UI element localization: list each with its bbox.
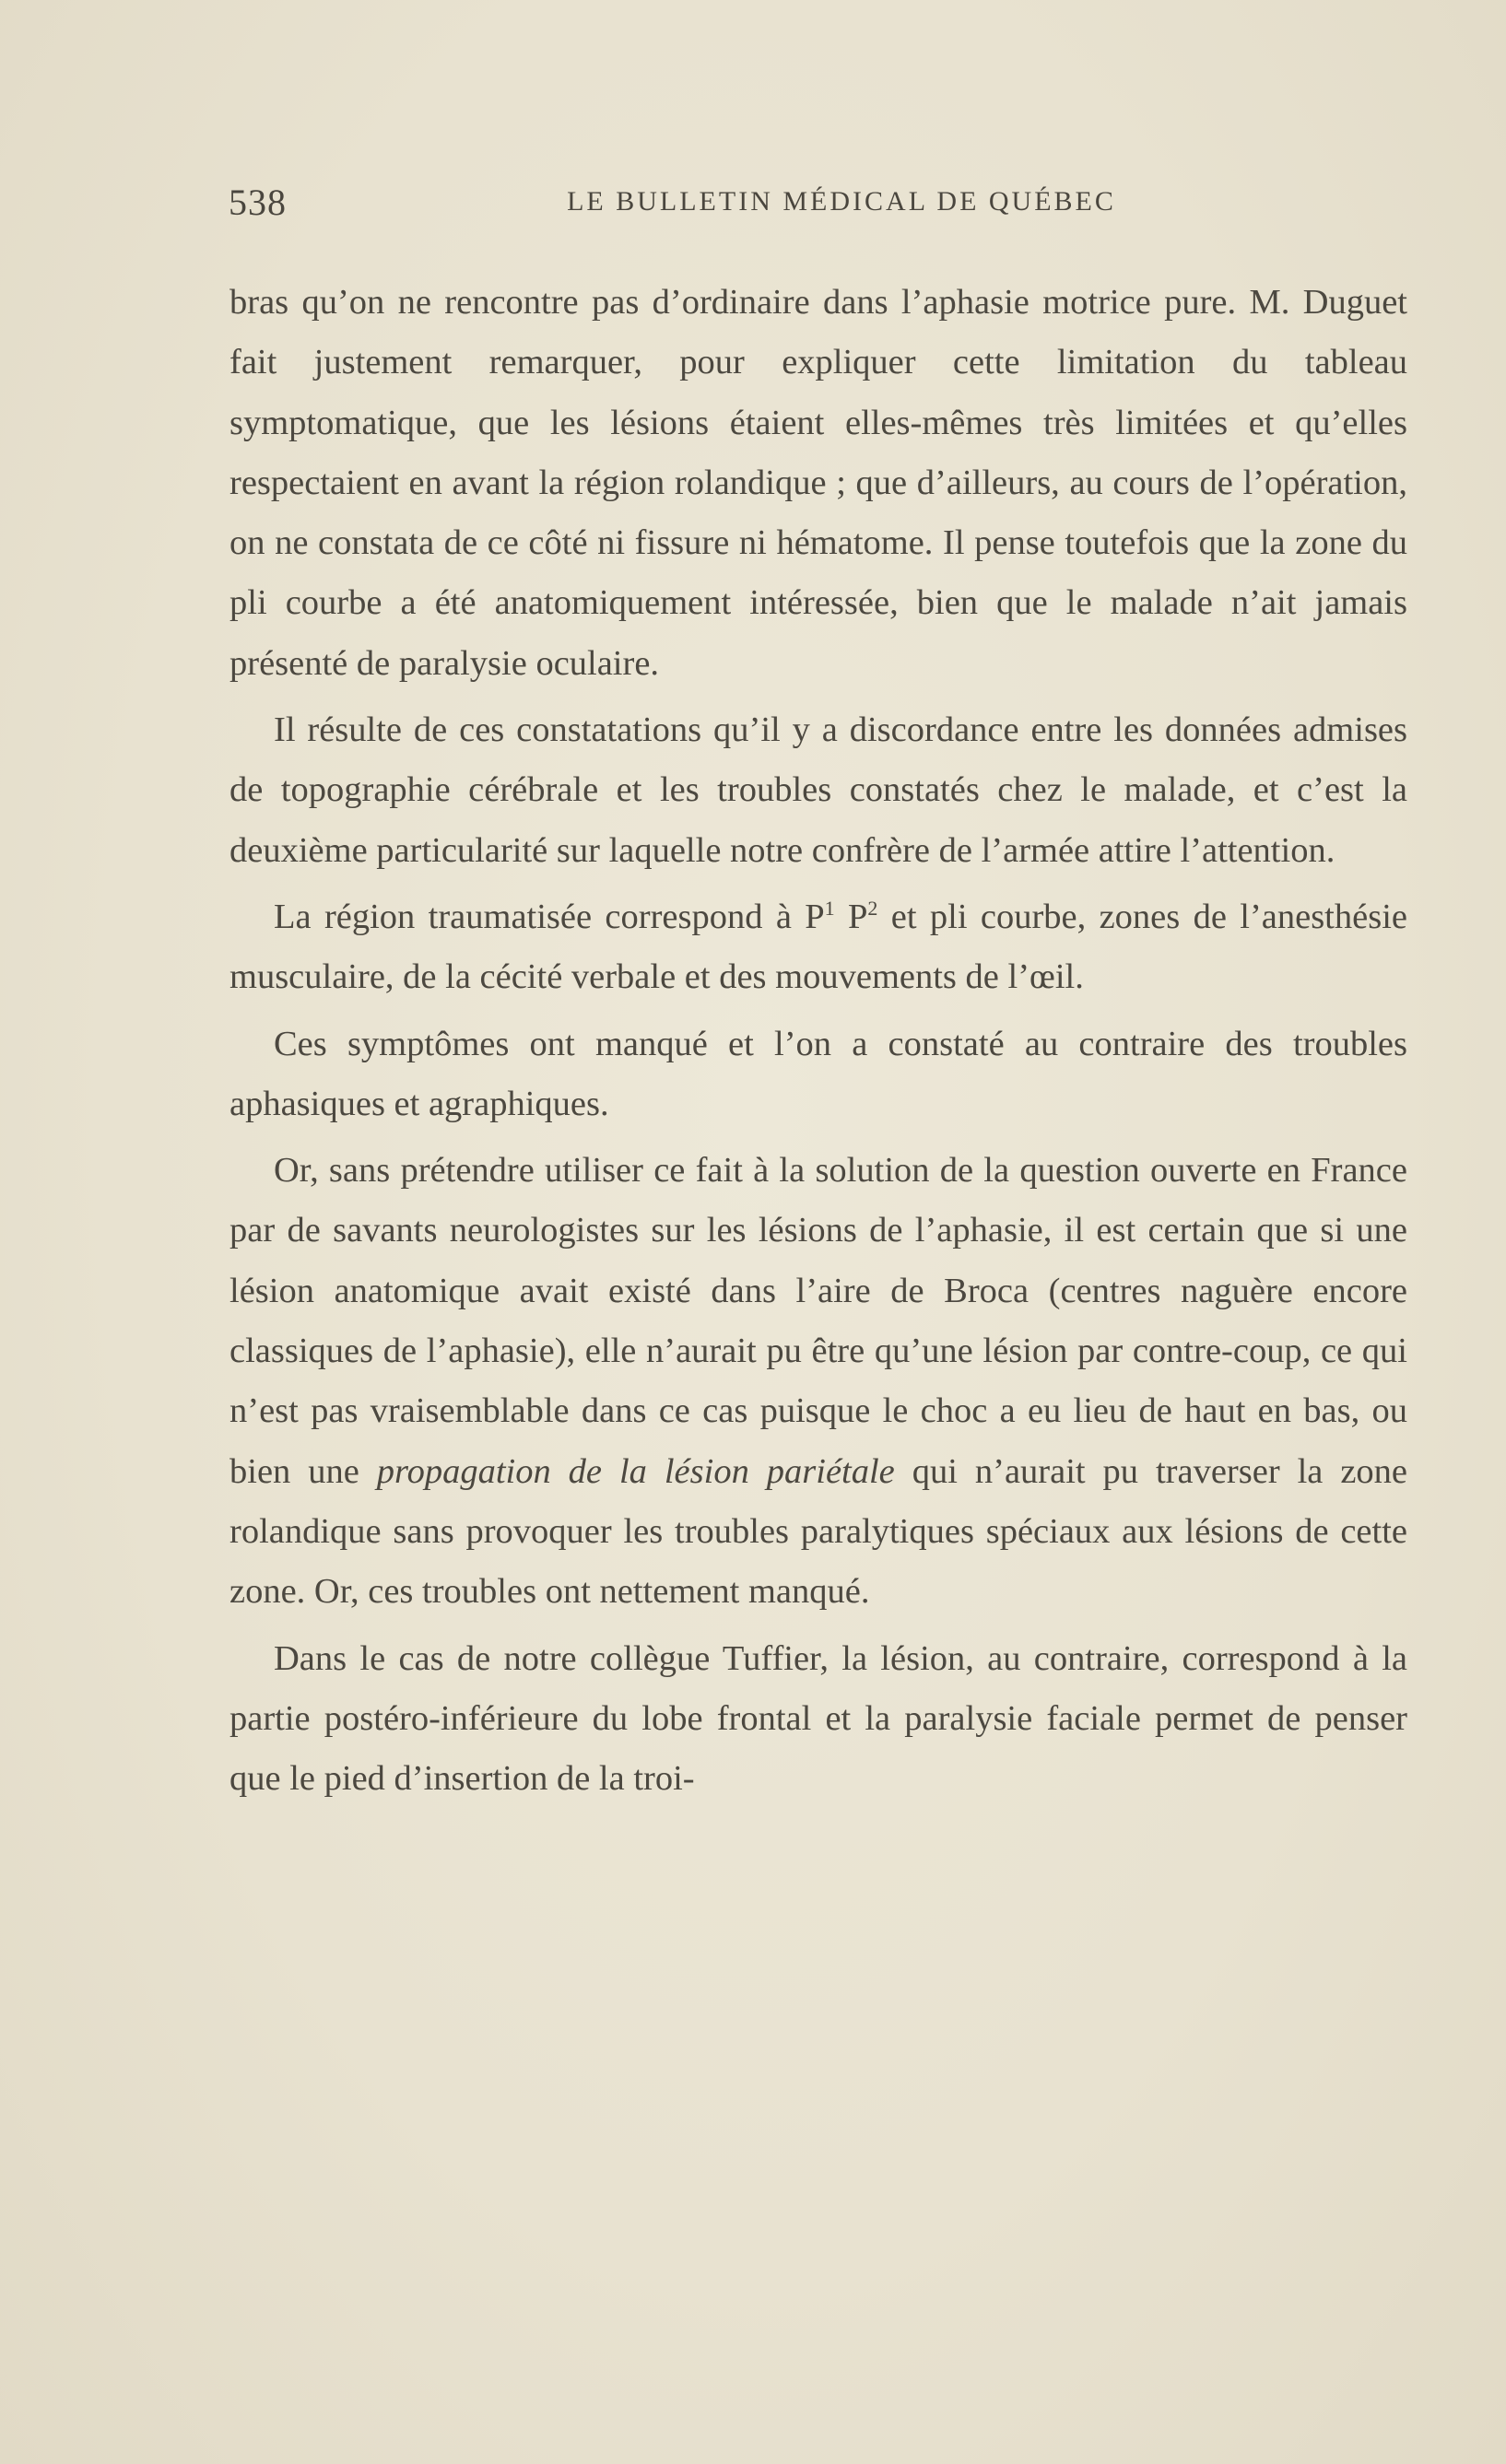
paragraph-1: bras qu’on ne rencontre pas d’ordinaire dans l’aphasie motrice pure. M. Duguet fait justement remarquer, pour expliquer cette limitation du tableau symptomatique, que les lésions étaient elles-mêmes très limitées et qu’elles respectaient en avant la région rolandique ; que d’ailleurs, au cours de l’opération, on ne constata de ce côté ni fissure ni hématome. Il pense toutefois que la zone du pli courbe a été anatomiquement intéressée, bien que le malade n’ait jamais présenté de paralysie oculaire. — [229, 283, 1407, 683]
paragraph-3 — [229, 887, 1407, 1008]
paragraph-5-part-1: Or, sans prétendre utiliser ce fait à la solution de la question ouverte en France par de savants neurologistes sur les lésions de l’aphasie, il est certain que si une lésion anatomique avait existé dans l’aire de Broca (centres naguère encore classiques de l’aphasie), elle n’aurait pu être qu’une lésion par contre-coup, ce qui n’est pas vraisemblable dans ce cas puisque le choc a eu lieu de haut en bas, ou bien une — [229, 1151, 1407, 1491]
superscript-2: 2 — [867, 897, 878, 921]
body-text — [229, 273, 1407, 1809]
paragraph-3-part-2: P — [834, 897, 868, 936]
page-number: 538 — [229, 182, 287, 223]
paragraph-3-part-1: La région traumatisée correspond à P — [274, 897, 825, 936]
page-header — [229, 181, 1408, 227]
paragraph-5 — [229, 1141, 1407, 1622]
running-title: LE BULLETIN MÉDICAL DE QUÉBEC — [567, 186, 1116, 217]
superscript-1: 1 — [824, 897, 835, 921]
paragraph-5-part-2: qui n’aurait pu traverser la zone rolandique sans provoquer les troubles paralytiques spéciaux aux lésions de cette zone. Or, ces troubles ont nettement manqué. — [229, 1451, 1408, 1612]
paragraph-4: Ces symptômes ont manqué et l’on a constaté au contraire des troubles aphasiques et agraphiques. — [229, 1024, 1407, 1123]
paragraph-3-part-3: et pli courbe, zones de l’anesthésie musculaire, de la cécité verbale et des mouvements de l’œil. — [229, 897, 1407, 997]
italic-phrase: propagation de la lésion pariétale — [376, 1451, 895, 1491]
paragraph-6: Dans le cas de notre collègue Tuffier, la lésion, au contraire, correspond à la partie postéro-inférieure du lobe frontal et la paralysie faciale permet de penser que le pied d’insertion de la troi- — [229, 1638, 1407, 1799]
paragraph-2: Il résulte de ces constatations qu’il y a discordance entre les données admises de topographie cérébrale et les troubles constatés chez le malade, et c’est la deuxième particularité sur laquelle notre confrère de l’armée attire l’attention. — [229, 710, 1407, 870]
